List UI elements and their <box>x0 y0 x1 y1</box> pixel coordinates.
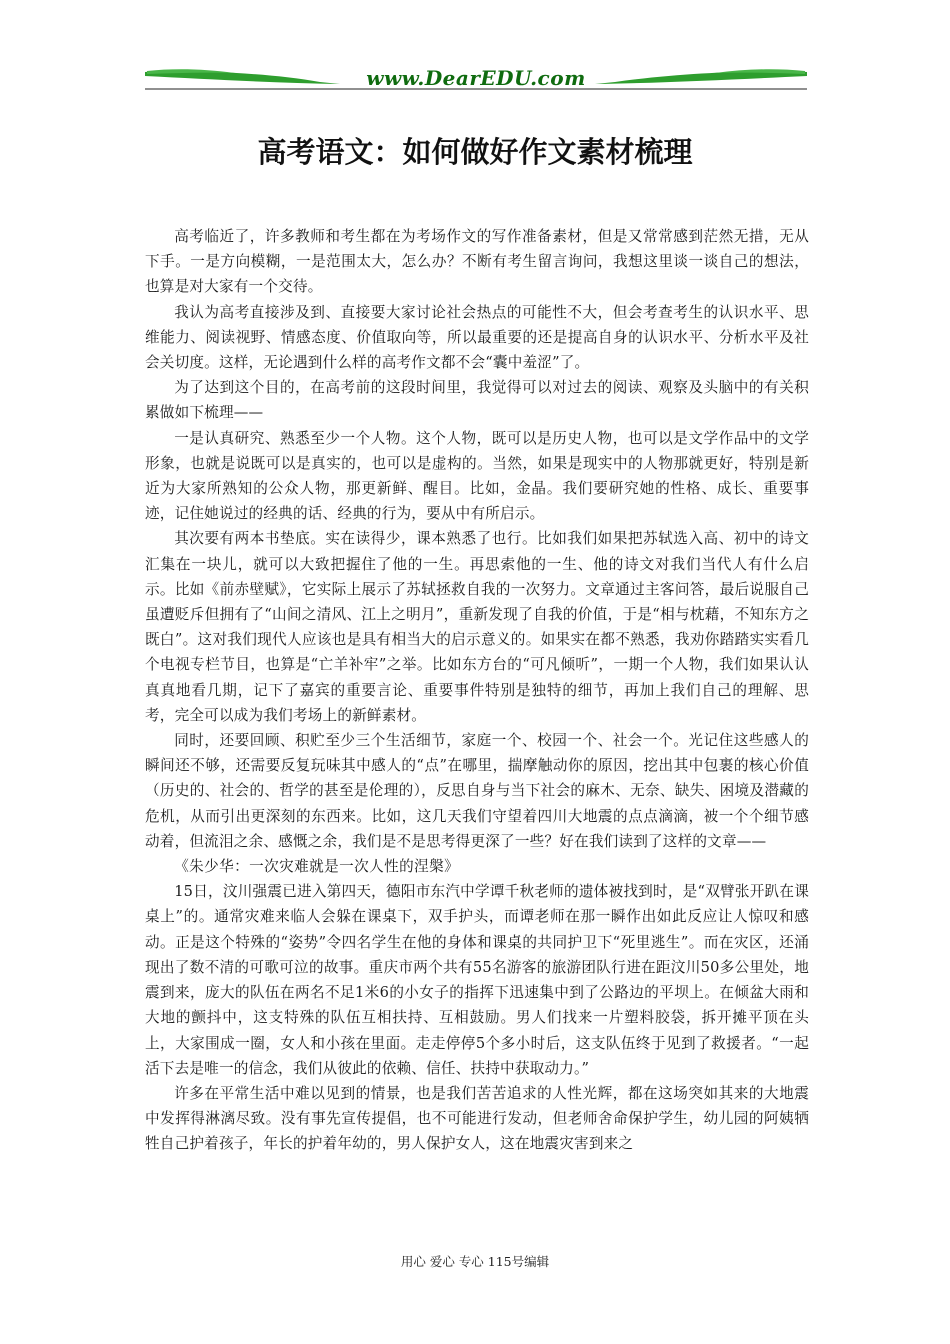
article-body <box>145 224 809 1157</box>
site-url-logo: www.DearEDU.com <box>366 66 586 90</box>
document-title: 高考语文：如何做好作文素材梳理 <box>257 135 693 169</box>
quoted-article-title: 《朱少华：一次灾难就是一次人性的涅槃》 <box>174 858 460 876</box>
paragraph: 同时，还要回顾、积贮至少三个生活细节，家庭一个、校园一个、社会一个。光记住这些感人的瞬间还不够，还需要反复玩味其中感人的“点”在哪里，揣摩触动你的原因，挖出其中包裹的核心价值（历史的、社会的、哲学的甚至是伦理的），反思自身与当下社会的麻木、无奈、缺失、困境及潜藏的危机，从而引出更深刻的东西来。比如，这几天我们守望着四川大地震的点点滴滴，被一个个细节感动着，但流泪之余、感慨之余，我们是不是思考得更深了一些？好在我们读到了这样的文章—— <box>145 732 809 850</box>
paragraph: 我认为高考直接涉及到、直接要大家讨论社会热点的可能性不大，但会考查考生的认识水平、思维能力、阅读视野、情感态度、价值取向等，所以最重要的还是提高自身的认识水平、分析水平及社会关切度。这样，无论遇到什么样的高考作文都不会“囊中羞涩”了。 <box>145 303 809 372</box>
paragraph: 许多在平常生活中难以见到的情景，也是我们苦苦追求的人性光辉，都在这场突如其来的大地震中发挥得淋漓尽致。没有事先宣传提倡，也不可能进行发动，但老师舍命保护学生，幼儿园的阿姨牺牲自己护着孩子，年长的护着年幼的，男人保护女人，这在地震灾害到来之 <box>145 1084 809 1153</box>
site-header-banner <box>145 62 807 92</box>
paragraph: 一是认真研究、熟悉至少一个人物。这个人物，既可以是历史人物，也可以是文学作品中的文学形象，也就是说既可以是真实的，也可以是虚构的。当然，如果是现实中的人物那就更好，特别是新近为大家所熟知的公众人物，那更新鲜、醒目。比如，金晶。我们要研究她的性格、成长、重要事迹，记住她说过的经典的话、经典的行为，要从中有所启示。 <box>145 429 809 523</box>
paragraph: 高考临近了，许多教师和考生都在为考场作文的写作准备素材，但是又常常感到茫然无措，无从下手。一是方向模糊，一是范围太大，怎么办？不断有考生留言询问，我想这里谈一谈自己的想法，也算是对大家有一个交待。 <box>145 228 809 296</box>
page-footer: 用心 爱心 专心 115号编辑 <box>400 1254 550 1269</box>
paragraph: 为了达到这个目的，在高考前的这段时间里，我觉得可以对过去的阅读、观察及头脑中的有关积累做如下梳理—— <box>145 379 809 422</box>
paragraph: 其次要有两本书垫底。实在读得少，课本熟悉了也行。比如我们如果把苏轼选入高、初中的诗文汇集在一块儿，就可以大致把握住了他的一生。再思索他的一生、他的诗文对我们当代人有什么启示。比如《前赤壁赋》，它实际上展示了苏轼拯救自我的一次努力。文章通过主客问答，最后说服自己虽遭贬斥但拥有了“山间之清风、江上之明月”，重新发现了自我的价值，于是“相与枕藉，不知东方之既白”。这对我们现代人应该也是具有相当大的启示意义的。如果实在都不熟悉，我劝你踏踏实实看几个电视专栏节目，也算是“亡羊补牢”之举。比如东方台的“可凡倾听”，一期一个人物，我们如果认认真真地看几期，记下了嘉宾的重要言论、重要事件特别是独特的细节，再加上我们自己的理解、思考，完全可以成为我们考场上的新鲜素材。 <box>145 530 809 724</box>
paragraph: 15日，汶川强震已进入第四天，德阳市东汽中学谭千秋老师的遗体被找到时，是“双臂张开趴在课桌上”的。通常灾难来临人会躲在课桌下，双手护头，而谭老师在那一瞬作出如此反应让人惊叹和感动。正是这个特殊的“姿势”令四名学生在他的身体和课桌的共同护卫下“死里逃生”。而在灾区，还涌现出了数不清的可歌可泣的故事。重庆市两个共有55名游客的旅游团队行进在距汶川50多公里处，地震到来，庞大的队伍在两名不足1米6的小女子的指挥下迅速集中到了公路边的平坝上。在倾盆大雨和大地的颤抖中，这支特殊的队伍互相扶持、互相鼓励。男人们找来一片塑料胶袋，拆开摊平顶在头上，大家围成一圈，女人和小孩在里面。走走停停5个多小时后，这支队伍终于见到了救援者。“一起活下去是唯一的信念，我们从彼此的依赖、信任、扶持中获取动力。” <box>145 883 809 1077</box>
